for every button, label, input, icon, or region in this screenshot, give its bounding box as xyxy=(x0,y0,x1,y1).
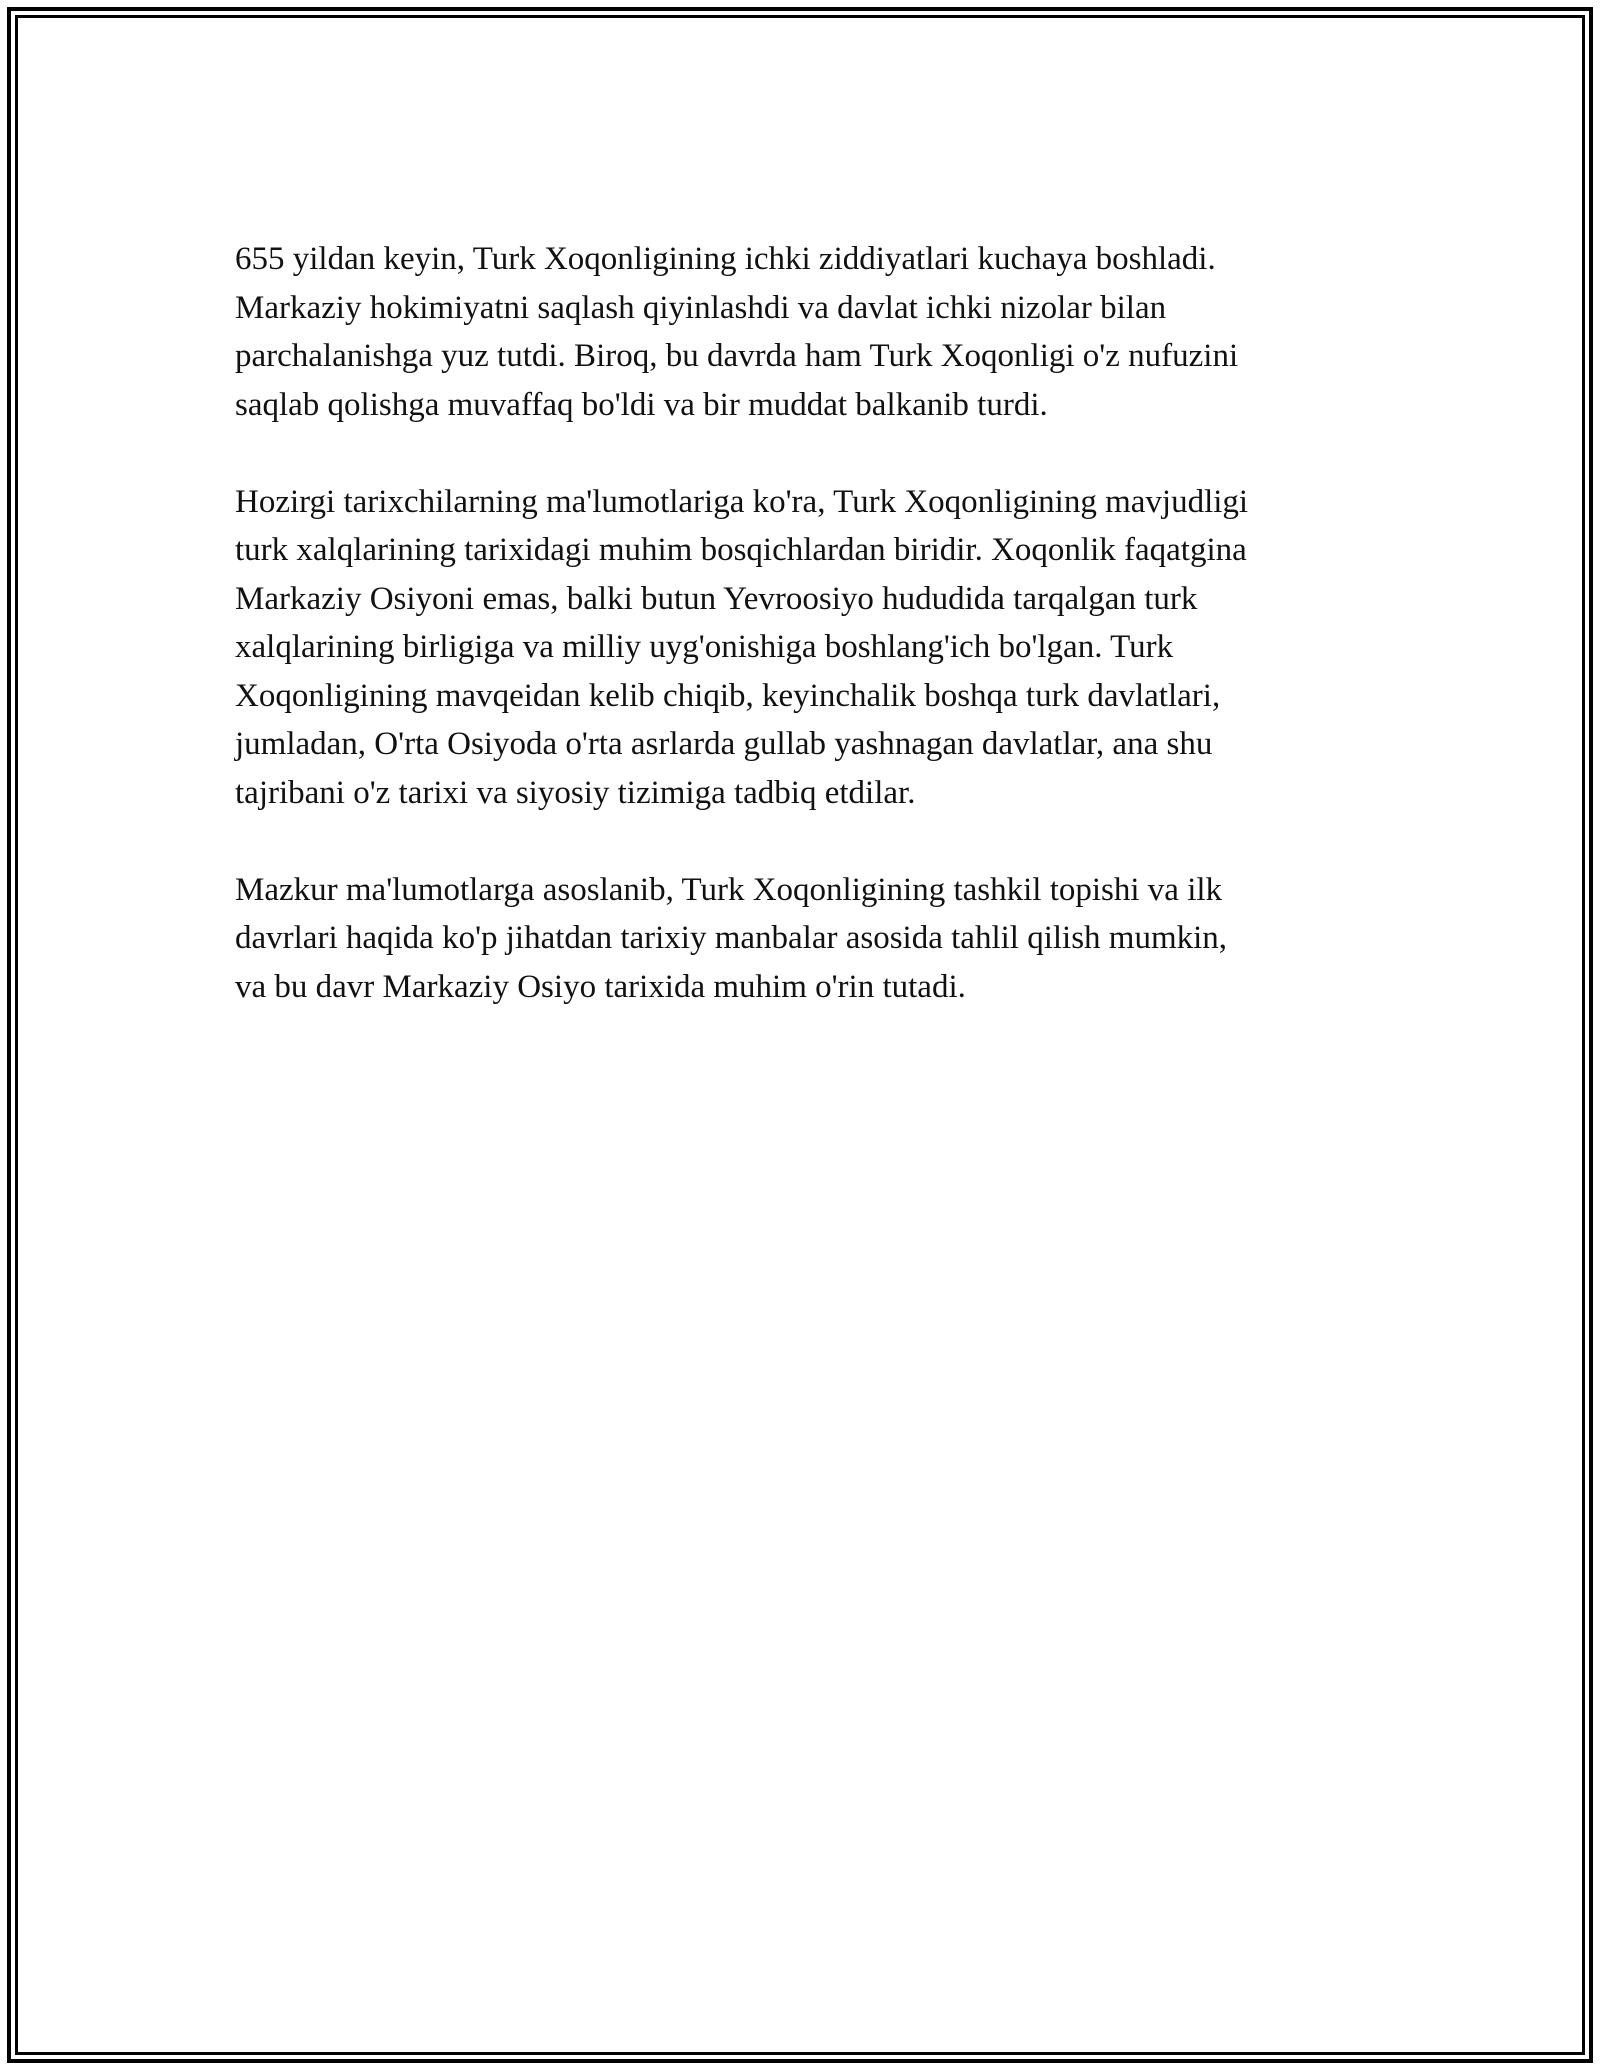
paragraph-1: 655 yildan keyin, Turk Xoqonligining ichki ziddiyatlari kuchaya boshladi. Markaziy hokimiyatni saqlash qiyinlashdi va davlat ichki nizolar bilan parchalanishga yuz tutdi. Biroq, bu davrda ham Turk Xoqonligi o'z nufuzini saqlab qolishga muvaffaq bo'ldi va bir muddat balkanib turdi. xyxy=(235,241,1239,423)
paragraph-3: Mazkur ma'lumotlarga asoslanib, Turk Xoqonligining tashkil topishi va ilk davrlari haqida ko'p jihatdan tarixiy manbalar asosida tahlil qilish mumkin, va bu davr Markaziy Osiyo tarixida muhim o'rin tutadi. xyxy=(235,871,1228,1005)
document-body xyxy=(235,235,1395,1060)
paragraph-2: Hozirgi tarixchilarning ma'lumotlariga ko'ra, Turk Xoqonligining mavjudligi turk xalqlarining tarixidagi muhim bosqichlardan biridir. Xoqonlik faqatgina Markaziy Osiyoni emas, balki butun Yevroosiyo hududida tarqalgan turk xalqlarining birligiga va milliy uyg'onishiga boshlang'ich bo'lgan. Turk Xoqonligining mavqeidan kelib chiqib, keyinchalik boshqa turk davlatlari, jumladan, O'rta Osiyoda o'rta asrlarda gullab yashnagan davlatlar, ana shu tajribani o'z tarixi va siyosiy tizimiga tadbiq etdilar. xyxy=(235,483,1249,811)
